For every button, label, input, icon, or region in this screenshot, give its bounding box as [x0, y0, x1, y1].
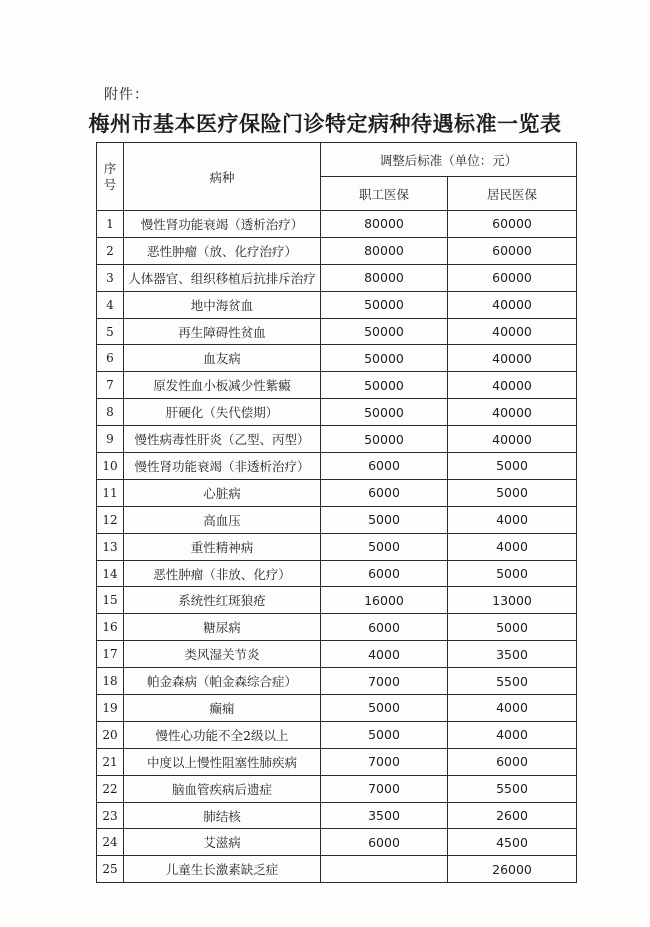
resident-value-cell: 40000 — [448, 372, 577, 399]
table-row — [97, 748, 577, 775]
seq-cell: 8 — [97, 399, 124, 426]
table-row — [97, 802, 577, 829]
seq-cell: 19 — [97, 695, 124, 722]
employee-value-cell: 5000 — [321, 506, 448, 533]
table-row — [97, 587, 577, 614]
resident-value-cell: 4500 — [448, 829, 577, 856]
table-row — [97, 641, 577, 668]
employee-value-cell: 3500 — [321, 802, 448, 829]
seq-cell: 9 — [97, 426, 124, 453]
resident-value-cell: 26000 — [448, 856, 577, 883]
resident-value-cell: 4000 — [448, 533, 577, 560]
seq-cell: 15 — [97, 587, 124, 614]
disease-cell: 癫痫 — [124, 695, 321, 722]
disease-cell: 地中海贫血 — [124, 291, 321, 318]
disease-cell: 儿童生长激素缺乏症 — [124, 856, 321, 883]
table-row — [97, 399, 577, 426]
disease-cell: 恶性肿瘤（非放、化疗） — [124, 560, 321, 587]
seq-cell: 24 — [97, 829, 124, 856]
disease-cell: 类风湿关节炎 — [124, 641, 321, 668]
table-row — [97, 211, 577, 238]
disease-cell: 肺结核 — [124, 802, 321, 829]
employee-value-cell: 50000 — [321, 291, 448, 318]
resident-value-cell: 40000 — [448, 426, 577, 453]
document-title: 梅州市基本医疗保险门诊特定病种待遇标准一览表 — [88, 112, 562, 136]
employee-value-cell: 5000 — [321, 695, 448, 722]
employee-value-cell: 50000 — [321, 426, 448, 453]
resident-value-cell: 5500 — [448, 775, 577, 802]
disease-cell: 糖尿病 — [124, 614, 321, 641]
seq-cell: 6 — [97, 345, 124, 372]
header-row — [97, 143, 577, 177]
resident-header: 居民医保 — [448, 177, 577, 211]
disease-cell: 慢性肾功能衰竭（非透析治疗） — [124, 453, 321, 480]
disease-cell: 心脏病 — [124, 479, 321, 506]
employee-value-cell: 80000 — [321, 237, 448, 264]
resident-value-cell: 40000 — [448, 345, 577, 372]
employee-value-cell: 7000 — [321, 668, 448, 695]
table-row — [97, 829, 577, 856]
disease-cell: 中度以上慢性阻塞性肺疾病 — [124, 748, 321, 775]
employee-value-cell: 6000 — [321, 560, 448, 587]
disease-header: 病种 — [124, 143, 321, 211]
seq-cell: 1 — [97, 211, 124, 238]
table-row — [97, 426, 577, 453]
resident-value-cell: 3500 — [448, 641, 577, 668]
employee-value-cell: 50000 — [321, 399, 448, 426]
seq-cell: 10 — [97, 453, 124, 480]
table-row — [97, 318, 577, 345]
employee-header: 职工医保 — [321, 177, 448, 211]
employee-value-cell: 6000 — [321, 453, 448, 480]
table-row — [97, 372, 577, 399]
employee-value-cell: 5000 — [321, 721, 448, 748]
employee-value-cell: 5000 — [321, 533, 448, 560]
table-row — [97, 560, 577, 587]
disease-cell: 重性精神病 — [124, 533, 321, 560]
table-row — [97, 291, 577, 318]
table-row — [97, 614, 577, 641]
resident-value-cell: 40000 — [448, 399, 577, 426]
employee-value-cell: 6000 — [321, 479, 448, 506]
employee-value-cell: 50000 — [321, 372, 448, 399]
table-row — [97, 775, 577, 802]
disease-cell: 慢性病毒性肝炎（乙型、丙型） — [124, 426, 321, 453]
table-row — [97, 453, 577, 480]
table-row — [97, 479, 577, 506]
employee-value-cell: 50000 — [321, 345, 448, 372]
employee-value-cell — [321, 856, 448, 883]
seq-cell: 7 — [97, 372, 124, 399]
resident-value-cell: 4000 — [448, 506, 577, 533]
seq-cell: 4 — [97, 291, 124, 318]
seq-cell: 17 — [97, 641, 124, 668]
resident-value-cell: 4000 — [448, 695, 577, 722]
attachment-label: 附件： — [104, 87, 149, 103]
seq-header-label: 序号 — [103, 160, 117, 192]
table-body — [97, 211, 577, 883]
resident-value-cell: 4000 — [448, 721, 577, 748]
disease-cell: 再生障碍性贫血 — [124, 318, 321, 345]
disease-cell: 艾滋病 — [124, 829, 321, 856]
seq-cell: 16 — [97, 614, 124, 641]
disease-cell: 高血压 — [124, 506, 321, 533]
disease-cell: 肝硬化（失代偿期） — [124, 399, 321, 426]
resident-value-cell: 40000 — [448, 318, 577, 345]
resident-value-cell: 60000 — [448, 264, 577, 291]
employee-value-cell: 6000 — [321, 614, 448, 641]
table-row — [97, 533, 577, 560]
disease-cell: 恶性肿瘤（放、化疗治疗） — [124, 237, 321, 264]
employee-value-cell: 7000 — [321, 775, 448, 802]
resident-value-cell: 5000 — [448, 479, 577, 506]
table-row — [97, 721, 577, 748]
disease-cell: 血友病 — [124, 345, 321, 372]
disease-cell: 慢性心功能不全2级以上 — [124, 721, 321, 748]
resident-value-cell: 5000 — [448, 560, 577, 587]
seq-cell: 3 — [97, 264, 124, 291]
table-row — [97, 695, 577, 722]
seq-cell: 2 — [97, 237, 124, 264]
table-row — [97, 506, 577, 533]
disease-cell: 系统性红斑狼疮 — [124, 587, 321, 614]
resident-value-cell: 13000 — [448, 587, 577, 614]
resident-value-cell: 5000 — [448, 453, 577, 480]
seq-cell: 5 — [97, 318, 124, 345]
table-row — [97, 345, 577, 372]
employee-value-cell: 16000 — [321, 587, 448, 614]
seq-cell: 12 — [97, 506, 124, 533]
resident-value-cell: 40000 — [448, 291, 577, 318]
seq-cell: 25 — [97, 856, 124, 883]
seq-cell: 11 — [97, 479, 124, 506]
seq-cell: 14 — [97, 560, 124, 587]
resident-value-cell: 2600 — [448, 802, 577, 829]
table-row — [97, 668, 577, 695]
disease-cell: 慢性肾功能衰竭（透析治疗） — [124, 211, 321, 238]
seq-cell: 18 — [97, 668, 124, 695]
seq-cell: 23 — [97, 802, 124, 829]
seq-header — [97, 143, 124, 211]
disease-cell: 人体器官、组织移植后抗排斥治疗 — [124, 264, 321, 291]
employee-value-cell: 80000 — [321, 211, 448, 238]
standards-table — [96, 142, 577, 883]
employee-value-cell: 4000 — [321, 641, 448, 668]
employee-value-cell: 7000 — [321, 748, 448, 775]
disease-cell: 脑血管疾病后遗症 — [124, 775, 321, 802]
table-row — [97, 264, 577, 291]
employee-value-cell: 50000 — [321, 318, 448, 345]
resident-value-cell: 5500 — [448, 668, 577, 695]
table-row — [97, 856, 577, 883]
employee-value-cell: 80000 — [321, 264, 448, 291]
table-row — [97, 237, 577, 264]
resident-value-cell: 5000 — [448, 614, 577, 641]
seq-cell: 20 — [97, 721, 124, 748]
employee-value-cell: 6000 — [321, 829, 448, 856]
seq-cell: 22 — [97, 775, 124, 802]
resident-value-cell: 60000 — [448, 211, 577, 238]
resident-value-cell: 6000 — [448, 748, 577, 775]
seq-cell: 13 — [97, 533, 124, 560]
resident-value-cell: 60000 — [448, 237, 577, 264]
standard-header: 调整后标准（单位：元） — [321, 143, 577, 177]
disease-cell: 帕金森病（帕金森综合症） — [124, 668, 321, 695]
seq-cell: 21 — [97, 748, 124, 775]
disease-cell: 原发性血小板减少性紫癜 — [124, 372, 321, 399]
